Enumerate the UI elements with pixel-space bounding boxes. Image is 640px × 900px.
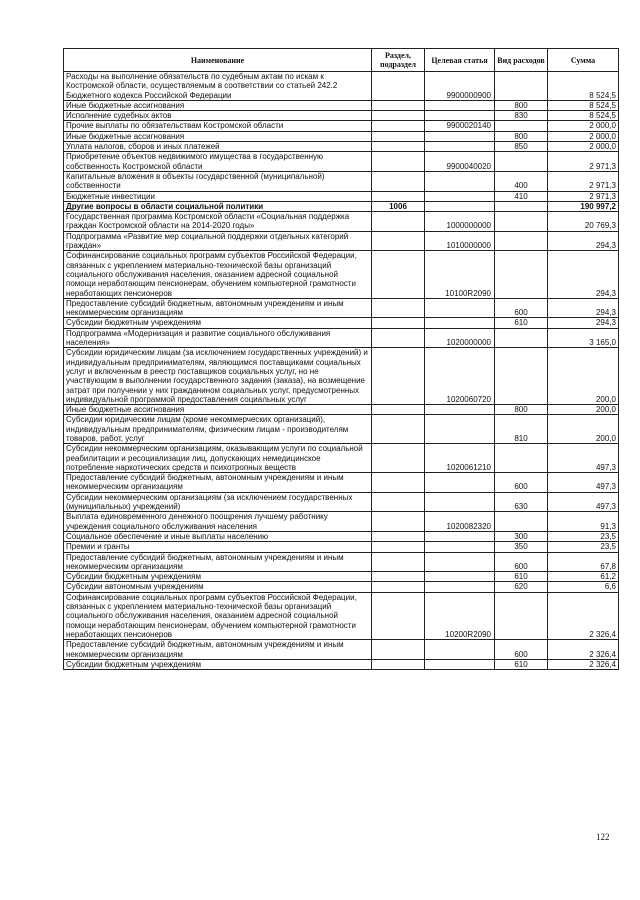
row-sum: 200,0 (548, 405, 619, 415)
row-section (372, 142, 425, 152)
table-row (64, 582, 619, 592)
row-sum: 294,3 (548, 231, 619, 251)
row-sum: 294,3 (548, 251, 619, 298)
row-name: Капитальные вложения в объекты государственной (муниципальной) собственности (64, 171, 372, 191)
row-sum: 61,2 (548, 572, 619, 582)
header-name: Наименование (64, 49, 372, 72)
row-section (372, 640, 425, 660)
row-sum: 2 971,3 (548, 152, 619, 172)
table-row (64, 142, 619, 152)
row-type (495, 121, 548, 131)
row-section (372, 152, 425, 172)
row-section (372, 328, 425, 348)
row-target: 1000000000 (425, 212, 495, 232)
row-sum: 2 000,0 (548, 131, 619, 141)
row-name: Иные бюджетные ассигнования (64, 131, 372, 141)
table-row (64, 542, 619, 552)
row-name: Исполнение судебных актов (64, 111, 372, 121)
row-name: Предоставление субсидий бюджетным, автономным учреждениям и иным некоммерческим организациям (64, 552, 372, 572)
row-type: 600 (495, 552, 548, 572)
row-section (372, 572, 425, 582)
row-target (425, 552, 495, 572)
row-name: Субсидии некоммерческим организациям, оказывающим услуги по социальной реабилитации и ресоциализации лиц, допускающих немедицинское потребление наркотических средств и психотропных веществ (64, 444, 372, 473)
row-name: Подпрограмма «Развитие мер социальной поддержки отдельных категорий граждан» (64, 231, 372, 251)
row-type (495, 251, 548, 298)
row-sum: 200,0 (548, 348, 619, 405)
row-type: 350 (495, 542, 548, 552)
table-row (64, 640, 619, 660)
row-target (425, 659, 495, 669)
row-name: Прочие выплаты по обязательствам Костромской области (64, 121, 372, 131)
row-name: Субсидии юридическим лицам (за исключением государственных учреждений) и индивидуальным предпринимателям, являющимся поставщиками социальных услуг и включенным в реестр поставщиков социальных услуг, но не участвующим в выполнении государственного задания (заказа), на возмещение затрат при получении у них гражданином социальных услуг, предусмотренных индивидуальной программой предоставления социальных услуг (64, 348, 372, 405)
header-target: Целевая статья (425, 49, 495, 72)
table-row (64, 405, 619, 415)
row-target (425, 111, 495, 121)
header-section: Раздел, подраздел (372, 49, 425, 72)
row-target: 9900040020 (425, 152, 495, 172)
row-type: 810 (495, 415, 548, 444)
row-section: 1006 (372, 201, 425, 211)
table-row (64, 592, 619, 639)
row-name: Иные бюджетные ассигнования (64, 405, 372, 415)
row-sum: 91,3 (548, 512, 619, 532)
row-target (425, 191, 495, 201)
row-type (495, 231, 548, 251)
table-row (64, 201, 619, 211)
row-target (425, 100, 495, 110)
row-section (372, 191, 425, 201)
row-name: Предоставление субсидий бюджетным, автономным учреждениям и иным некоммерческим организациям (64, 640, 372, 660)
row-sum: 20 769,3 (548, 212, 619, 232)
table-row (64, 512, 619, 532)
table-row (64, 298, 619, 318)
row-name: Приобретение объектов недвижимого имущества в государственную собственность Костромской области (64, 152, 372, 172)
row-section (372, 582, 425, 592)
table-row (64, 492, 619, 512)
row-section (372, 512, 425, 532)
row-type (495, 152, 548, 172)
row-name: Субсидии некоммерческим организациям (за исключением государственных (муниципальных) учреждений) (64, 492, 372, 512)
table-row (64, 531, 619, 541)
table-row (64, 251, 619, 298)
row-sum: 8 524,5 (548, 72, 619, 101)
row-name: Субсидии автономным учреждениям (64, 582, 372, 592)
table-row (64, 348, 619, 405)
page-number: 122 (596, 832, 610, 842)
row-sum: 200,0 (548, 415, 619, 444)
table-row (64, 72, 619, 101)
table-row (64, 318, 619, 328)
row-target (425, 582, 495, 592)
row-section (372, 318, 425, 328)
row-target: 10200R2090 (425, 592, 495, 639)
row-section (372, 100, 425, 110)
row-section (372, 298, 425, 318)
table-row (64, 191, 619, 201)
row-type (495, 592, 548, 639)
row-name: Уплата налогов, сборов и иных платежей (64, 142, 372, 152)
table-row (64, 212, 619, 232)
row-type: 600 (495, 298, 548, 318)
row-target (425, 142, 495, 152)
header-type: Вид расходов (495, 49, 548, 72)
row-sum: 8 524,5 (548, 100, 619, 110)
row-type: 600 (495, 640, 548, 660)
row-sum: 8 524,5 (548, 111, 619, 121)
row-type: 400 (495, 171, 548, 191)
row-target: 1020082320 (425, 512, 495, 532)
row-section (372, 121, 425, 131)
row-target: 1020060720 (425, 348, 495, 405)
row-type: 630 (495, 492, 548, 512)
row-section (372, 212, 425, 232)
row-target (425, 473, 495, 493)
row-name: Субсидии бюджетным учреждениям (64, 659, 372, 669)
row-name: Предоставление субсидий бюджетным, автономным учреждениям и иным некоммерческим организациям (64, 473, 372, 493)
table-row (64, 572, 619, 582)
row-name: Субсидии бюджетным учреждениям (64, 572, 372, 582)
row-type (495, 328, 548, 348)
row-section (372, 231, 425, 251)
row-section (372, 492, 425, 512)
row-section (372, 171, 425, 191)
row-type (495, 348, 548, 405)
row-type: 610 (495, 318, 548, 328)
row-type: 300 (495, 531, 548, 541)
row-sum: 2 971,3 (548, 171, 619, 191)
row-type (495, 201, 548, 211)
budget-table (63, 48, 619, 670)
row-sum: 497,3 (548, 473, 619, 493)
table-row (64, 415, 619, 444)
row-name: Бюджетные инвестиции (64, 191, 372, 201)
row-target (425, 531, 495, 541)
row-name: Государственная программа Костромской области «Социальная поддержка граждан Костромской области на 2014-2020 годы» (64, 212, 372, 232)
row-section (372, 111, 425, 121)
row-section (372, 542, 425, 552)
row-sum: 2 000,0 (548, 142, 619, 152)
table-row (64, 121, 619, 131)
row-name: Другие вопросы в области социальной политики (64, 201, 372, 211)
row-target (425, 405, 495, 415)
row-section (372, 348, 425, 405)
row-section (372, 415, 425, 444)
table-row (64, 152, 619, 172)
row-type (495, 512, 548, 532)
row-name: Подпрограмма «Модернизация и развитие социального обслуживания населения» (64, 328, 372, 348)
row-type: 610 (495, 572, 548, 582)
row-name: Софинансирование социальных программ субъектов Российской Федерации, связанных с укреплением материально-технической базы организаций социального обслуживания населения, оказанием адресной социальной помощи неработающим пенсионерам, обучением компьютерной грамотности неработающих пенсионеров (64, 251, 372, 298)
row-type (495, 212, 548, 232)
row-target: 1020061210 (425, 444, 495, 473)
row-type: 850 (495, 142, 548, 152)
row-section (372, 592, 425, 639)
table-row (64, 473, 619, 493)
row-section (372, 444, 425, 473)
row-sum: 2 326,4 (548, 592, 619, 639)
row-target (425, 318, 495, 328)
row-target (425, 298, 495, 318)
row-target: 10100R2090 (425, 251, 495, 298)
row-name: Софинансирование социальных программ субъектов Российской Федерации, связанных с укреплением материально-технической базы организаций социального обслуживания населения, оказанием адресной социальной помощи неработающим пенсионерам, обучением компьютерной грамотности неработающих пенсионеров (64, 592, 372, 639)
row-type: 800 (495, 100, 548, 110)
row-sum: 23,5 (548, 531, 619, 541)
row-name: Предоставление субсидий бюджетным, автономным учреждениям и иным некоммерческим организациям (64, 298, 372, 318)
row-sum: 497,3 (548, 492, 619, 512)
row-section (372, 659, 425, 669)
table-row (64, 659, 619, 669)
row-sum: 294,3 (548, 298, 619, 318)
row-target: 9900020140 (425, 121, 495, 131)
table-row (64, 231, 619, 251)
table-row (64, 131, 619, 141)
row-target (425, 201, 495, 211)
row-name: Иные бюджетные ассигнования (64, 100, 372, 110)
row-sum: 294,3 (548, 318, 619, 328)
row-section (372, 531, 425, 541)
row-type (495, 72, 548, 101)
row-target: 1020000000 (425, 328, 495, 348)
row-section (372, 131, 425, 141)
row-sum: 2 000,0 (548, 121, 619, 131)
table-row (64, 328, 619, 348)
row-sum: 2 971,3 (548, 191, 619, 201)
row-name: Субсидии бюджетным учреждениям (64, 318, 372, 328)
row-type: 410 (495, 191, 548, 201)
row-type: 800 (495, 131, 548, 141)
row-target (425, 640, 495, 660)
row-name: Социальное обеспечение и иные выплаты населению (64, 531, 372, 541)
row-name: Расходы на выполнение обязательств по судебным актам по искам к Костромской области, осуществляемым в соответствии со статьей 242.2 Бюджетного кодекса Российской Федерации (64, 72, 372, 101)
row-target (425, 572, 495, 582)
row-target (425, 131, 495, 141)
row-section (372, 251, 425, 298)
table-row (64, 444, 619, 473)
row-type: 800 (495, 405, 548, 415)
row-sum: 2 326,4 (548, 659, 619, 669)
header-sum: Сумма (548, 49, 619, 72)
row-target (425, 542, 495, 552)
row-name: Выплата единовременного денежного поощрения лучшему работнику учреждения социального обслуживания населения (64, 512, 372, 532)
row-sum: 67,8 (548, 552, 619, 572)
table-header-row (64, 49, 619, 72)
row-type: 610 (495, 659, 548, 669)
row-type: 620 (495, 582, 548, 592)
table-body (64, 72, 619, 670)
row-target (425, 415, 495, 444)
table-row (64, 552, 619, 572)
row-sum: 190 997,2 (548, 201, 619, 211)
row-name: Субсидии юридическим лицам (кроме некоммерческих организаций), индивидуальным предпринимателям, физическим лицам - производителям товаров, работ, услуг (64, 415, 372, 444)
table-row (64, 171, 619, 191)
row-target (425, 171, 495, 191)
row-sum: 497,3 (548, 444, 619, 473)
row-section (372, 405, 425, 415)
row-target: 1010000000 (425, 231, 495, 251)
row-target (425, 492, 495, 512)
row-section (372, 72, 425, 101)
row-type: 830 (495, 111, 548, 121)
row-sum: 6,6 (548, 582, 619, 592)
row-sum: 2 326,4 (548, 640, 619, 660)
table-row (64, 100, 619, 110)
row-section (372, 473, 425, 493)
row-sum: 23,5 (548, 542, 619, 552)
row-target: 9900000900 (425, 72, 495, 101)
row-sum: 3 165,0 (548, 328, 619, 348)
row-type (495, 444, 548, 473)
row-type: 600 (495, 473, 548, 493)
table-row (64, 111, 619, 121)
row-section (372, 552, 425, 572)
row-name: Премии и гранты (64, 542, 372, 552)
